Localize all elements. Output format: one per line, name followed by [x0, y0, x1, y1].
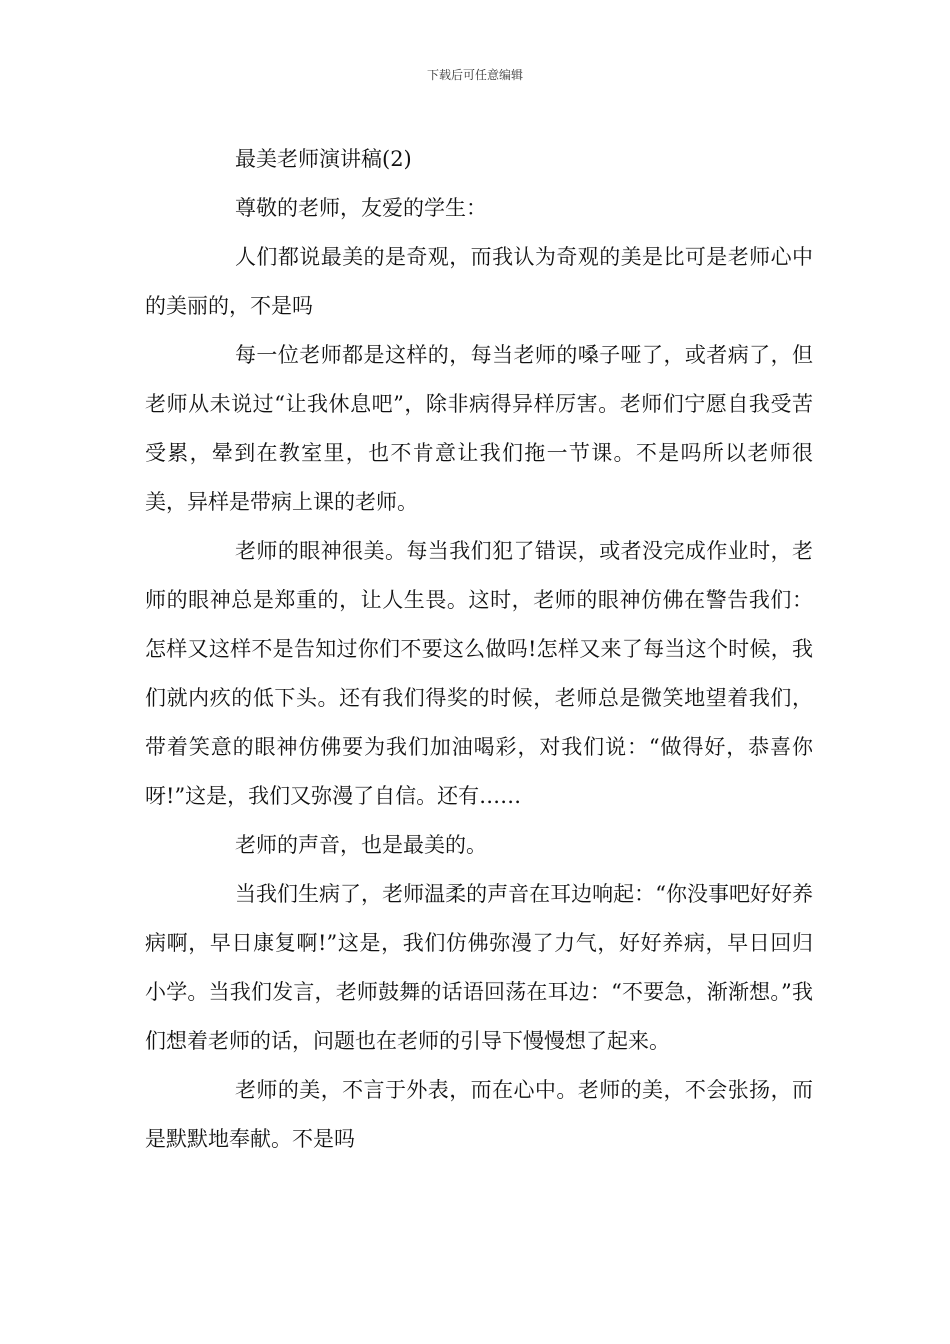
- document-title: 最美老师演讲稿(2): [235, 147, 412, 171]
- paragraph-5: 当我们生病了，老师温柔的声音在耳边响起：“你没事吧好好养病啊，早日康复啊!”这是，我们仿佛弥漫了力气，好好养病，早日回归小学。当我们发言，老师鼓舞的话语回荡在耳边：“不要急，渐渐想。”我们想着老师的话，问题也在老师的引导下慢慢想了起来。: [145, 882, 813, 1053]
- paragraph-6: 老师的美，不言于外表，而在心中。老师的美，不会张扬，而是默默地奉献。不是吗: [145, 1078, 813, 1151]
- header-note: 下载后可任意编辑: [426, 68, 523, 82]
- paragraph-4: 老师的声音，也是最美的。: [235, 833, 487, 857]
- document-body: [145, 135, 813, 1164]
- paragraph-2: 每一位老师都是这样的，每当老师的嗓子哑了，或者病了，但老师从未说过“让我休息吧”，除非病得异样厉害。老师们宁愿自我受苦受累，晕到在教室里，也不肯意让我们拖一节课。不是吗所以老师很美，异样是带病上课的老师。: [145, 343, 813, 514]
- salutation: 尊敬的老师，友爱的学生：: [235, 196, 487, 220]
- paragraph-1: 人们都说最美的是奇观，而我认为奇观的美是比可是老师心中的美丽的，不是吗: [145, 245, 813, 318]
- paragraph-3: 老师的眼神很美。每当我们犯了错误，或者没完成作业时，老师的眼神总是郑重的，让人生畏。这时，老师的眼神仿佛在警告我们：怎样又这样不是告知过你们不要这么做吗!怎样又来了每当这个时候，我们就内疚的低下头。还有我们得奖的时候，老师总是微笑地望着我们，带着笑意的眼神仿佛要为我们加油喝彩，对我们说：“做得好，恭喜你呀!”这是，我们又弥漫了自信。还有……: [145, 539, 813, 808]
